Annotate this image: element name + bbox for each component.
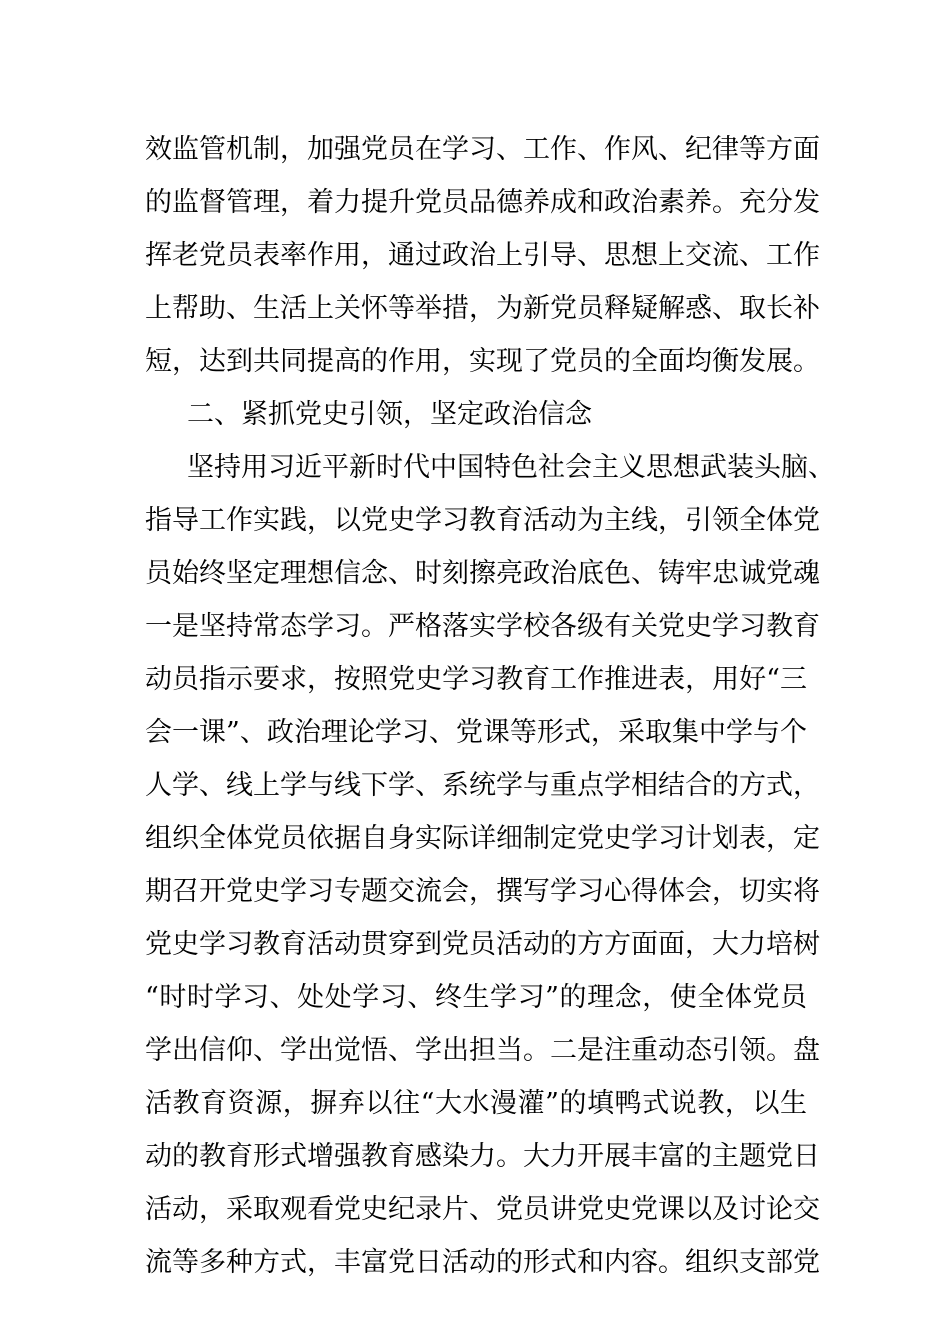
text-line: 一是坚持常态学习。严格落实学校各级有关党史学习教育: [145, 611, 820, 642]
text-line: 动员指示要求，按照党史学习教育工作推进表，用好“三: [145, 664, 807, 695]
text-line: 活教育资源，摒弃以往“大水漫灌”的填鸭式说教，以生: [145, 1088, 807, 1119]
text-line: 指导工作实践，以党史学习教育活动为主线，引领全体党: [145, 505, 820, 536]
text-line: 坚持用习近平新时代中国特色社会主义思想武装头脑、: [187, 452, 835, 483]
text-line: 流等多种方式，丰富党日活动的形式和内容。组织支部党: [145, 1247, 820, 1278]
text-line: 上帮助、生活上关怀等举措，为新党员释疑解惑、取长补: [145, 293, 820, 324]
text-line: 员始终坚定理想信念、时刻擦亮政治底色、铸牢忠诚党魂: [145, 558, 820, 589]
text-line: 效监管机制，加强党员在学习、工作、作风、纪律等方面: [145, 134, 820, 165]
text-line: 人学、线上学与线下学、系统学与重点学相结合的方式，: [145, 770, 820, 801]
text-line: 组织全体党员依据自身实际详细制定党史学习计划表，定: [145, 823, 820, 854]
text-line: 动的教育形式增强教育感染力。大力开展丰富的主题党日: [145, 1141, 820, 1172]
document-body: [145, 123, 835, 1289]
text-line: 学出信仰、学出觉悟、学出担当。二是注重动态引领。盘: [145, 1035, 820, 1066]
section-heading: 二、紧抓党史引领，坚定政治信念: [187, 399, 592, 430]
text-line: 短，达到共同提高的作用，实现了党员的全面均衡发展。: [145, 346, 820, 377]
text-line: 挥老党员表率作用，通过政治上引导、思想上交流、工作: [145, 240, 820, 271]
text-line: 期召开党史学习专题交流会，撰写学习心得体会，切实将: [145, 876, 820, 907]
text-line: “时时学习、处处学习、终生学习”的理念，使全体党员: [145, 982, 807, 1013]
text-line: 会一课”、政治理论学习、党课等形式，采取集中学与个: [145, 717, 807, 748]
text-line: 的监督管理，着力提升党员品德养成和政治素养。充分发: [145, 187, 820, 218]
text-line: 活动，采取观看党史纪录片、党员讲党史党课以及讨论交: [145, 1194, 820, 1225]
text-line: 党史学习教育活动贯穿到党员活动的方方面面，大力培树: [145, 929, 820, 960]
